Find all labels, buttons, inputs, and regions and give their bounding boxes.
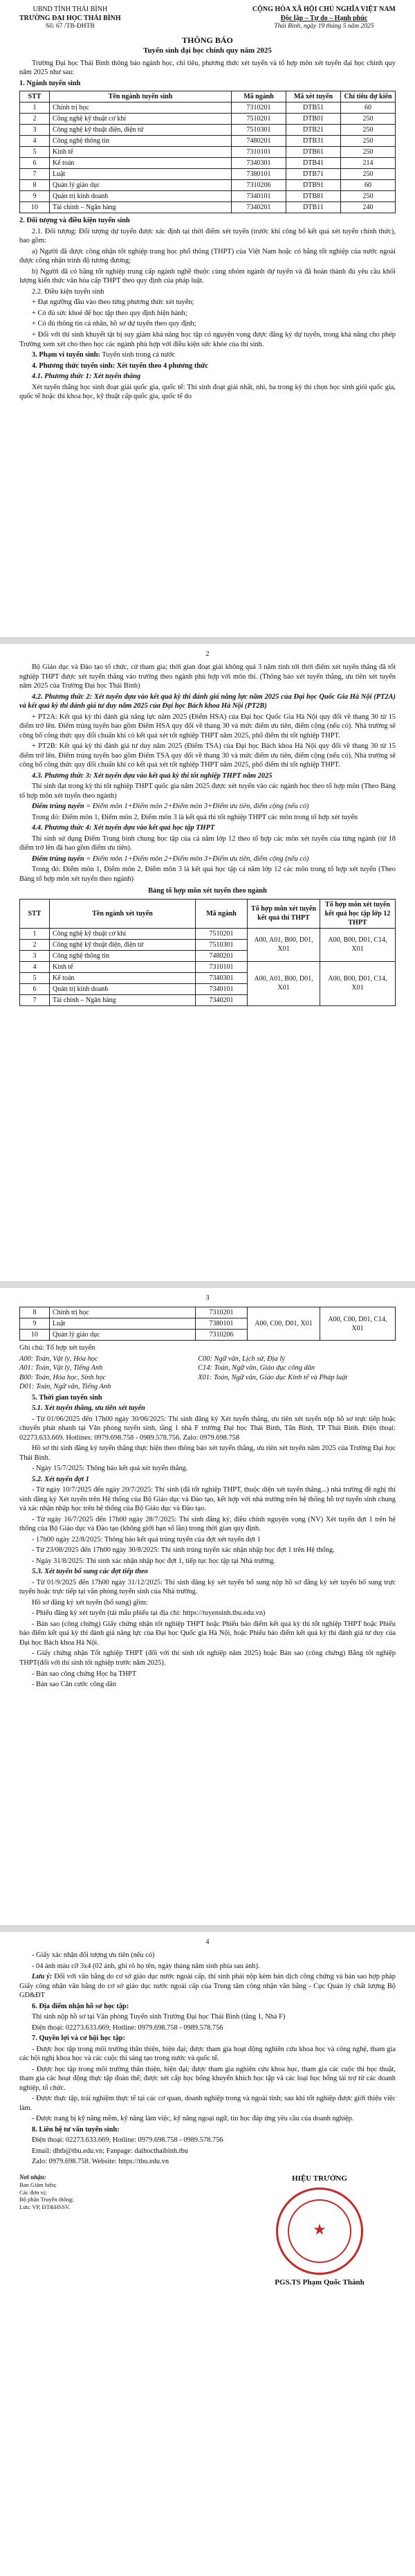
- subsection-heading: 4.1. Phương thức 1: Xét tuyển thẳng: [32, 373, 141, 381]
- table-cell: Quản lý giáo dục: [50, 180, 232, 191]
- list-item: - Được trang bị kỹ năng mềm, kỹ năng làm việc, kỹ năng ngoại ngữ, tin học đáp ứng yêu cầu của doanh nghiệp.: [32, 2115, 354, 2123]
- table-cell: 5: [20, 972, 50, 983]
- table-cell: Công nghệ kỹ thuật cơ khí: [50, 114, 232, 125]
- table-cell: 5: [20, 147, 50, 158]
- paragraph: Thí sinh nộp hồ sơ tại Văn phòng Tuyển sinh Trường Đại học Thái Bình (tầng 1, Nhà F): [32, 2013, 286, 2021]
- formula: = Điểm môn 1+Điểm môn 2+Điểm môn 3+Điểm ưu tiên, điểm cộng (nếu có): [84, 855, 309, 863]
- table-cell: 7310101: [232, 147, 286, 158]
- table-cell: Luật: [50, 1318, 196, 1330]
- nation-title: CỘNG HÒA XÃ HỘI CHỦ NGHĨA VIỆT NAM: [252, 6, 396, 13]
- table-cell: Công nghệ kỹ thuật cơ khí: [50, 928, 196, 939]
- paragraph: b) Người đã có bằng tốt nghiệp trung cấp ngành nghề thuộc cùng nhóm ngành dự tuyển và đã hoàn thành đủ yêu cầu khối lượng kiến thức văn hóa cấp THPT theo quy định của pháp luật.: [19, 267, 396, 285]
- table-cell: 6: [20, 983, 50, 994]
- section-line: [19, 350, 396, 360]
- table-cell: 7380101: [196, 1318, 248, 1330]
- table-row: [20, 114, 396, 125]
- table-cell: Luật: [50, 169, 232, 180]
- table-cell: 60: [341, 102, 396, 114]
- table-cell: 7510301: [232, 125, 286, 136]
- paragraph: - Từ 01/06/2025 đến 17h00 ngày 30/06/2025: Thí sinh đăng ký Xét tuyển thẳng, ưu tiên xét tuyển nộp hồ sơ trực tiếp hoặc chuyển phát nhanh tại Văn phòng tuyển sinh, tầng 1 nhà F trường Đại học Thái Bình, Tân Bình, TP Thái Bình. Điện thoại: 02273.633.669. Hotlines: 0979.698.758 - 0989.578.756. Zalo: 0979.698.758: [19, 1415, 396, 1442]
- table-cell: 2: [20, 114, 50, 125]
- paragraph: - Từ ngày 10/7/2025 đến ngày 20/7/2025: Thí sinh (đã tốt nghiệp THPT, thuộc diện xét tuyển thẳng...) nhà trường đề nghị thí sinh đăng ký Xét tuyển trên Hệ thống của Bộ Giáo dục và Đào tạo, kết hợp với nhà trường trên hệ thống hỗ trợ tuyển sinh chung và xác nhận nhập học trên hệ thống của Bộ Giáo dục và Đào tạo.: [19, 1486, 396, 1513]
- list-item: - Bản sao (công chứng) Giấy chứng nhận tốt nghiệp THPT hoặc Phiếu báo điểm kết quả kỳ thi tốt nghiệp THPT hoặc Phiếu báo điểm kết quả kỳ thi đánh giá năng lực của Đại học Quốc gia Hà Nội, hoặc Phiếu báo điểm kết quả kỳ thi đánh giá tư duy của Đại học Bách khoa Hà Nội.: [19, 1620, 396, 1647]
- table-cell: 7510201: [232, 114, 286, 125]
- table-cell: Chính trị học: [50, 102, 232, 114]
- paragraph: Thí sinh sử dụng Điểm Trung bình chung học tập của cả năm lớp 12 theo tổ hợp các môn xét tuyển của từng ngành (từ 18 điểm trở lên đã bao gồm điểm ưu tiên).: [19, 834, 396, 852]
- page-number: 3: [205, 1294, 210, 1302]
- table-cell: Tài chính – Ngân hàng: [50, 994, 196, 1005]
- table-cell: Công nghệ thông tin: [50, 950, 196, 961]
- signature-area: [19, 2174, 396, 2288]
- table-cell: 8: [20, 180, 50, 191]
- combination-table-continued: [19, 1307, 396, 1341]
- table-cell: 250: [341, 169, 396, 180]
- contact-line: Điện thoại: 02273.633.669; Hotline: 0979.698.758 - 0989.578.756: [32, 2136, 223, 2145]
- note-text: Đối với văn bằng do cơ sở giáo dục nước ngoài cấp, thí sinh phải nộp kèm bản dịch công chứng và bản sao hợp pháp Giấy công nhận văn bằng do cơ sở giáo dục nước ngoài cấp của Trung tâm công nhận văn bằng - Cục Quản lý chất lượng Bộ GD&ĐT: [19, 1973, 396, 2000]
- combination-legend: [19, 1354, 396, 1392]
- paragraph: Hồ sơ thí sinh đăng ký tuyển thẳng thực hiện theo thông báo xét tuyển thẳng, ưu tiên xét tuyển năm 2025 của Trường Đại học Thái Bình.: [19, 1444, 396, 1462]
- paragraph: + PT2A: Kết quả kỳ thi đánh giá năng lực năm 2025 (Điểm HSA) của Đại học Quốc Gia Hà Nội quy đổi về thang 30 từ 15 điểm trở lên. Điểm trúng tuyển bao gồm Điểm HSA quy đổi về thang 30 và mức điểm ưu tiên, điểm cộng (nếu có). Nhà trường sẽ công bố công thức quy đổi chuẩn khi có kết quả xét tốt nghiệp THPT năm 2025, phổ điểm thi tốt nghiệp THPT.: [19, 713, 396, 740]
- paragraph: + PT2B: Kết quả kỳ thi đánh giá tư duy năm 2025 (Điểm TSA) của Đại học Bách khoa Hà Nội quy đổi về thang 30 từ 15 điểm trở lên. Điểm trúng tuyển bao gồm Điểm TSA quy đổi về thang 30 và mức điểm ưu tiên, điểm cộng (nếu có). Nhà trường sẽ công bố công thức quy đổi chuẩn khi có kết quả xét tốt nghiệp THPT năm 2025, phổ điểm thi tốt nghiệp THPT.: [19, 742, 396, 769]
- table-row: [20, 961, 396, 972]
- paragraph: - Từ ngày 16/7/2025 đến 17h00 ngày 28/7/2025: Thí sinh đăng ký, điều chỉnh nguyện vọng (NV) Xét tuyển đợt 1 trên hệ thống của Bộ Giáo dục và Đào tạo (không giới hạn số lần) trong thời gian quy định.: [19, 1515, 396, 1533]
- legend-right: [198, 1354, 396, 1392]
- paragraph: 2.1. Đối tượng: Đối tượng dự tuyển được xác định tại thời điểm xét tuyển (trước khi công bố kết quả xét tuyển chính thức), bao gồm:: [19, 227, 396, 245]
- table-cell: 3: [20, 950, 50, 961]
- contact-line: Email: dhtb@tbu.edu.vn; Fanpage: daihocthaibinh.tbu: [32, 2147, 189, 2155]
- table-cell: DTB61: [286, 147, 341, 158]
- page-separator: [0, 1925, 415, 1932]
- paragraph: Trong đó: Điểm môn 1, Điểm môn 2, Điểm môn 3 là kết quả học tập cả năm lớp 12 các môn trong tổ hợp xét tuyển (Theo Bảng tổ hợp môn xét tuyển theo ngành): [19, 866, 396, 883]
- table-cell: 9: [20, 191, 50, 202]
- table-cell: 7340201: [196, 994, 248, 1005]
- column-header: Mã xét tuyển: [286, 91, 341, 102]
- formula-line: [19, 855, 396, 864]
- subsection-heading: 5.3. Xét tuyển bổ sung các đợt tiếp theo: [32, 1568, 148, 1576]
- note-paragraph: [19, 1972, 396, 2001]
- paragraph: - Ngày 31/8/2025: Thí sinh xác nhận nhập học đợt 1, tiếp tục học tập tại Nhà trường.: [32, 1557, 276, 1565]
- column-header: Chỉ tiêu dự kiến: [341, 91, 396, 102]
- list-item: - Được học tập trong môi trường thân thiện, hiện đại; được tham gia nghiên cứu khoa học, tham gia các cuộc thi học thuật, tham gia các hoạt động thực tập đoàn thể; được xét cấp học bổng khuyến khích học tập và các loại học bổng tài trợ từ các doanh nghiệp, tổ chức.: [19, 2065, 396, 2092]
- table-cell: Công nghệ kỹ thuật điện, điện tử: [50, 125, 232, 136]
- list-item: + Đối với thí sinh khuyết tật bị suy giảm khả năng học tập có nguyện vọng được đăng ký dự tuyển, trong khả năng cho phép Trường xem xét cho theo học các ngành phù hợp với điều kiện sức khỏe của thí sinh.: [19, 330, 396, 348]
- table-cell: Quản trị kinh doanh: [50, 191, 232, 202]
- header-left: [19, 6, 121, 31]
- paragraph: Hồ sơ đăng ký xét tuyển (bổ sung) gồm:: [32, 1598, 148, 1607]
- document-subtitle: Tuyển sinh đại học chính quy năm 2025: [143, 46, 272, 55]
- table-cell: 8: [20, 1307, 50, 1318]
- subsection-heading: 4.4. Phương thức 4: Xét tuyển dựa vào kết quả học tập THPT: [32, 824, 215, 832]
- document-page-3: [0, 1288, 415, 1925]
- table-cell: Kế toán: [50, 158, 232, 169]
- list-item: - Được học tập trong môi trường thân thiện, hiện đại; được tham gia hoạt động nghiên cứu khoa học và công nghệ, tham gia các hội nghị khoa học và các cuộc thi sáng tạo trong nước và quốc tế.: [19, 2045, 396, 2063]
- document-page-1: [0, 0, 415, 637]
- document-title: THÔNG BÁO: [182, 35, 233, 45]
- table-cell: 7480201: [196, 950, 248, 961]
- table-cell: 7310206: [232, 180, 286, 191]
- table-cell: 7310201: [232, 102, 286, 114]
- signer-role: HIỆU TRƯỞNG: [292, 2174, 347, 2183]
- table-cell: DTB71: [286, 169, 341, 180]
- table-cell: 7310201: [196, 1307, 248, 1318]
- list-item: - 04 ảnh màu cỡ 3x4 (02 ảnh, ghi rõ họ tên, ngày tháng năm sinh phía sau ảnh).: [32, 1962, 260, 1970]
- table-cell: 9: [20, 1318, 50, 1330]
- table-cell: DTB01: [286, 114, 341, 125]
- paragraph: Điện thoại: 02273.633.669; Hotline: 0979.698.758 - 0989.578.756: [32, 2023, 223, 2032]
- table-row: [20, 928, 396, 939]
- document-header: [19, 6, 396, 31]
- table-cell: 250: [341, 125, 396, 136]
- recipients-title: Nơi nhận:: [19, 2173, 46, 2181]
- table-cell: 6: [20, 158, 50, 169]
- table-cell: A00, B00, D01, C14, X01: [320, 961, 396, 1005]
- majors-table-body: [20, 102, 396, 213]
- subsection-heading: 4.3. Phương thức 3: Xét tuyển dựa vào kết quả kỳ thi tốt nghiệp THPT năm 2025: [32, 771, 273, 780]
- table-cell: A00, A01, B00, D01, X01: [248, 961, 320, 1005]
- table-cell: DTB21: [286, 125, 341, 136]
- table-cell: 7: [20, 169, 50, 180]
- section-heading: 4. Phương thức tuyển sinh: Xét tuyển theo 4 phương thức: [32, 361, 208, 370]
- table-cell: 250: [341, 136, 396, 147]
- section-value: Tuyển sinh trong cả nước: [102, 351, 176, 359]
- column-header: Tổ hợp môn xét tuyển kết quả học tập lớp 12 THPT: [320, 899, 396, 928]
- table-cell: 7340301: [196, 972, 248, 983]
- table-cell: 214: [341, 158, 396, 169]
- header-right: [252, 6, 396, 31]
- table-cell: 7310206: [196, 1330, 248, 1341]
- paragraph: - Từ 01/9/2025 đến 17h00 ngày 31/12/2025: Thí sinh đăng ký xét tuyển bổ sung nộp hồ sơ đăng ký xét tuyển bổ sung trực tuyến hoặc trực tiếp tại văn phòng tuyển sinh của Nhà trường.: [19, 1578, 396, 1596]
- table-cell: 2: [20, 939, 50, 950]
- legend-item: A01: Toán, Vật lý, Tiếng Anh: [19, 1364, 103, 1372]
- table-cell: 250: [341, 191, 396, 202]
- table-row: [20, 191, 396, 202]
- intro-paragraph: Trường Đại học Thái Bình thông báo ngành học, chỉ tiêu, phương thức xét tuyển và tổ hợp môn xét tuyển đại học chính quy năm 2025 như sau:: [19, 59, 396, 77]
- list-item: + Có đủ thông tin cá nhân, hồ sơ dự tuyển theo quy định;: [32, 320, 196, 328]
- table-row: [20, 102, 396, 114]
- document-page-2: [0, 644, 415, 1281]
- table-cell: 7340101: [232, 191, 286, 202]
- list-item: + Có đủ sức khoẻ để học tập theo quy định hiện hành;: [32, 309, 187, 317]
- recipient-item: Lưu: VP, ĐT&HSSV.: [19, 2203, 71, 2210]
- combination-table-body: [20, 1307, 396, 1341]
- recipient-item: Các đơn vị;: [19, 2188, 47, 2196]
- legend-item: C14: Toán, Ngữ văn, Giáo dục công dân: [198, 1364, 315, 1372]
- table-cell: 7310101: [196, 961, 248, 972]
- section-heading: 2. Đối tượng và điều kiện tuyển sinh: [19, 217, 130, 225]
- formula: = Điểm môn 1+Điểm môn 2+Điểm môn 3+Điểm ưu tiên, điểm cộng (nếu có): [84, 803, 309, 811]
- table-cell: 4: [20, 961, 50, 972]
- table-cell: A00, B00, D01, C14, X01: [320, 928, 396, 961]
- formula-line: [19, 802, 396, 812]
- subsection-heading: 5.2. Xét tuyển đợt 1: [32, 1475, 89, 1483]
- paragraph: - Từ 23/08/2025 đến 17h00 ngày 30/8/2025: Thí sinh trúng tuyển xác nhận nhập học đợt 1 trên Hệ thống.: [32, 1546, 335, 1555]
- table-cell: 7340201: [232, 202, 286, 213]
- page-number: 2: [205, 650, 210, 658]
- table-cell: Kinh tế: [50, 961, 196, 972]
- table-cell: 240: [341, 202, 396, 213]
- table-cell: Công nghệ kỹ thuật điện, điện tử: [50, 939, 196, 950]
- document-date: Thái Bình, ngày 19 tháng 5 năm 2025: [274, 23, 374, 30]
- page-separator: [0, 637, 415, 644]
- legend-left: [19, 1354, 184, 1392]
- table-row: [20, 202, 396, 213]
- table-cell: 10: [20, 1330, 50, 1341]
- formula-label: Điểm trúng tuyển: [32, 803, 84, 811]
- table-cell: 10: [20, 202, 50, 213]
- table-cell: DTB41: [286, 158, 341, 169]
- majors-table: [19, 91, 396, 213]
- table-cell: 1: [20, 928, 50, 939]
- formula-label: Điểm trúng tuyển: [32, 855, 84, 863]
- column-header: Tổ hợp môn xét tuyển kết quả thi THPT: [248, 899, 320, 928]
- table-cell: 250: [341, 147, 396, 158]
- paragraph: - 17h00 ngày 22/8/2025: Thông báo kết quả trúng tuyển của đợt xét tuyển đợt 1: [32, 1535, 261, 1544]
- table-cell: 4: [20, 136, 50, 147]
- column-header: Tên ngành tuyển sinh: [50, 91, 232, 102]
- contact-line: Zalo: 0979.698.758. Website: https://tbu.edu.vn: [32, 2158, 169, 2166]
- table-cell: DTB91: [286, 180, 341, 191]
- table-cell: Chính trị học: [50, 1307, 196, 1318]
- list-item: - Phiếu đăng ký xét tuyển (tải mẫu phiếu tại địa chỉ: https://tuyensinh.tbu.edu.vn): [32, 1609, 266, 1618]
- page-number: 4: [205, 1938, 210, 1946]
- table-cell: A00, C00, D01, X01: [248, 1307, 320, 1341]
- table-header-row: [20, 91, 396, 102]
- legend-item: B00: Toán, Hóa học, Sinh học: [19, 1373, 107, 1381]
- table-cell: DTB11: [286, 202, 341, 213]
- table-cell: DTB81: [286, 191, 341, 202]
- table-row: [20, 158, 396, 169]
- combination-table-body: [20, 928, 396, 1005]
- section-heading: 6. Địa điểm nhận hồ sơ học tập:: [32, 2002, 129, 2010]
- combination-table: [19, 899, 396, 1006]
- paragraph: Thí sinh đạt trong kỳ thi tốt nghiệp THPT quốc gia năm 2025 được xét tuyển vào các ngành học theo tổ hợp môn (Theo Bảng tổ hợp môn xét tuyển theo ngành): [19, 782, 396, 800]
- table-row: [20, 169, 396, 180]
- signer-name: PGS.TS Phạm Quốc Thành: [275, 2278, 365, 2287]
- paragraph: Trong đó: Điểm môn 1, Điểm môn 2, Điểm môn 3 là kết quả thi tốt nghiệp THPT các môn trong tổ hợp xét tuyển: [32, 813, 358, 821]
- seal-star-icon: ★: [313, 2221, 326, 2239]
- table-cell: 7340301: [232, 158, 286, 169]
- table-cell: 250: [341, 114, 396, 125]
- subsection-heading: 2.2. Điều kiện tuyển sinh: [32, 287, 104, 296]
- legend-item: D01: Toán, Ngữ văn, Tiếng Anh: [19, 1383, 111, 1391]
- table-cell: Quản lý giáo dục: [50, 1330, 196, 1341]
- table-row: [20, 147, 396, 158]
- table-cell: Tài chính – Ngân hàng: [50, 202, 232, 213]
- paragraph: Bộ Giáo dục và Đào tạo tổ chức, cử tham gia; thời gian đoạt giải không quá 3 năm tính tới thời điểm xét tuyển thẳng đã tốt nghiệp THPT được xét tuyển thẳng vào trường theo ngành phù hợp với môn thi. (Thông báo xét tuyển thẳng, ưu tiên xét tuyển năm 2025 của Trường Đại học Thái Bình): [19, 663, 396, 690]
- legend-item: X01: Toán, Ngữ văn, Giáo dục Kinh tế và Pháp luật: [198, 1373, 348, 1381]
- column-header: Mã ngành: [196, 899, 248, 928]
- paragraph: - Ngày 15/7/2025: Thông báo kết quả xét tuyển thẳng.: [32, 1465, 188, 1473]
- signer-block: [243, 2174, 396, 2288]
- table-cell: Quản trị kinh doanh: [50, 983, 196, 994]
- column-header: STT: [20, 899, 50, 928]
- issuing-authority: UBND TỈNH THÁI BÌNH: [33, 6, 108, 13]
- note-label: Lưu ý:: [32, 1973, 53, 1981]
- list-item: - Bản sao công chứng Học bạ THPT: [32, 1670, 137, 1678]
- table-cell: 7340101: [196, 983, 248, 994]
- table-header-row: [20, 899, 396, 928]
- table-row: [20, 180, 396, 191]
- section-heading: 5. Thời gian tuyển sinh: [32, 1393, 102, 1402]
- table-row: [20, 125, 396, 136]
- document-page-4: [0, 1932, 415, 2576]
- document-number: Số: 67 /TB-ĐHTB: [45, 23, 95, 30]
- table-cell: 7480201: [232, 136, 286, 147]
- note-heading: Ghi chú: Tổ hợp xét tuyển: [19, 1344, 95, 1352]
- table-cell: 1: [20, 102, 50, 114]
- column-header: STT: [20, 91, 50, 102]
- list-item: - Bản sao Căn cước công dân: [32, 1681, 116, 1689]
- list-item: - Được thực tập, trải nghiệm thực tế tại các cơ quan, doanh nghiệp trong và ngoài tỉnh; sau khi tốt nghiệp được giới thiệu việc làm.: [19, 2095, 396, 2112]
- table-cell: 7510201: [196, 928, 248, 939]
- table-cell: A00, A01, B00, D01, X01: [248, 928, 320, 961]
- table-cell: DTB51: [286, 102, 341, 114]
- recipient-item: Bộ phận Truyền thông;: [19, 2196, 74, 2203]
- table-row: [20, 136, 396, 147]
- column-header: Tên ngành xét tuyển: [50, 899, 196, 928]
- section-heading: 8. Liên hệ tư vấn tuyển sinh:: [32, 2125, 120, 2134]
- table-cell: DTB31: [286, 136, 341, 147]
- table-cell: 60: [341, 180, 396, 191]
- table-cell: 7380101: [232, 169, 286, 180]
- list-item: - Giấy xác nhận đối tượng ưu tiên (nếu có): [32, 1951, 155, 1959]
- subsection-heading: 4.2. Phương thức 2: Xét tuyển dựa vào kết quả kỳ thi đánh giá năng lực năm 2025 của Đại học Quốc Gia Hà Nội (PT2A) và kết quả kỳ thi đánh giá tư duy năm 2025 của Đại học Bách khoa Hà Nội (PT2B): [19, 692, 396, 710]
- legend-item: C00: Ngữ văn, Lịch sử, Địa lý: [198, 1354, 285, 1363]
- paragraph: Xét tuyển thẳng học sinh đoạt giải quốc gia, quốc tế: Thí sinh đoạt giải nhất, nhì, ba trong kỳ thi chọn học sinh giỏi quốc gia, quốc tế hoặc thi khoa học, kỹ thuật cấp quốc gia, quốc tế do: [19, 383, 396, 401]
- issuing-organization: TRƯỜNG ĐẠI HỌC THÁI BÌNH: [19, 14, 121, 22]
- column-header: Mã ngành: [232, 91, 286, 102]
- table-cell: 3: [20, 125, 50, 136]
- table-cell: 7510301: [196, 939, 248, 950]
- paragraph: a) Người đã được công nhận tốt nghiệp trung học phổ thông (THPT) của Việt Nam hoặc có bằng tốt nghiệp của nước ngoài được công nhận trình độ tương đương;: [19, 247, 396, 265]
- official-seal-icon: [276, 2188, 363, 2275]
- table-cell: A00, C00, D01, C14, X01: [320, 1307, 396, 1341]
- page-separator: [0, 1281, 415, 1288]
- table-row: [20, 1307, 396, 1318]
- table-cell: Kinh tế: [50, 147, 232, 158]
- section-heading: 7. Quyền lợi và cơ hội học tập:: [32, 2034, 126, 2043]
- section-heading: 1. Ngành tuyển sinh: [19, 79, 81, 87]
- recipients: [19, 2174, 123, 2288]
- legend-item: A00: Toán, Vật lý, Hóa học: [19, 1354, 98, 1363]
- list-item: + Đạt ngưỡng đầu vào theo từng phương thức xét tuyển;: [32, 298, 194, 307]
- nation-motto: Độc lập – Tự do – Hạnh phúc: [280, 14, 368, 22]
- table-cell: 7: [20, 994, 50, 1005]
- section-heading: 3. Phạm vi tuyển sinh:: [32, 351, 101, 359]
- recipient-item: Ban Giám hiệu;: [19, 2181, 57, 2189]
- list-item: - Giấy chứng nhận Tốt nghiệp THPT (đối với thí sinh tốt nghiệp năm 2025) hoặc Bản sao (công chứng) Bằng tốt nghiệp THPT(đối với thí sinh tốt nghiệp trước năm 2025).: [19, 1649, 396, 1667]
- table-cell: Công nghệ thông tin: [50, 136, 232, 147]
- subsection-heading: 5.1. Xét tuyển thẳng, ưu tiên xét tuyển: [32, 1404, 145, 1413]
- table-cell: Kế toán: [50, 972, 196, 983]
- table-title: Bảng tổ hợp môn xét tuyển theo ngành: [148, 887, 267, 895]
